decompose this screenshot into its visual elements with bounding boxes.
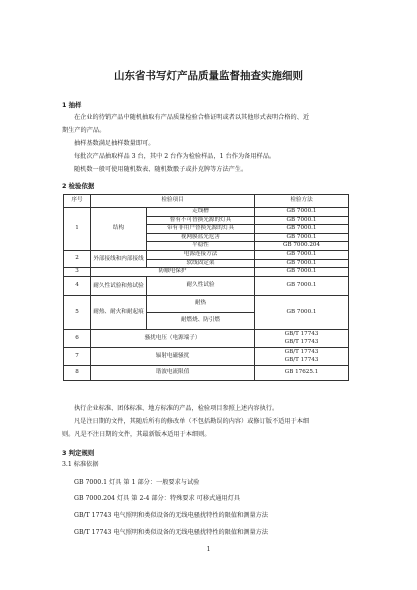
seq-cell: 6 (64, 329, 91, 347)
table-row (64, 208, 349, 217)
item-cell: 谐波电流限值 (91, 365, 255, 380)
seq-cell: 3 (64, 268, 91, 277)
item-cell: 耐燃烧、防引燃 (147, 312, 255, 329)
section-2-heading: 2 检验依据 (62, 182, 95, 190)
group-cell: 结构 (91, 208, 147, 251)
table-row (64, 329, 349, 347)
group-cell: 耐热、耐火和耐起痕 (91, 295, 147, 329)
table-header-row (64, 195, 349, 208)
item-cell: 视网膜蓝光危害 (147, 233, 255, 242)
seq-cell: 8 (64, 365, 91, 380)
item-cell: 耐久性试验 (147, 276, 255, 295)
section-1-para-1-line-1: 在企业的待销产品中随机抽取有产品质量检验合格证明或者以其他形式表明合格的、近 (74, 114, 310, 121)
document-title: 山东省书写灯产品质量监督抽查实施细则 (114, 70, 303, 82)
seq-cell: 4 (64, 276, 91, 295)
section-1-heading: 1 抽样 (62, 101, 82, 109)
inspection-table (63, 194, 349, 381)
header-method: 检验方法 (255, 195, 349, 208)
method-line: GB/T 17743 (284, 331, 319, 338)
section-2-note-line-3: 则。凡是不注日期的文件，其最新版本适用于本细则。 (62, 431, 211, 438)
group-cell: 外部接线和内部接线 (91, 250, 147, 267)
seq-cell: 1 (64, 208, 91, 251)
item-cell: 走线槽 (147, 208, 255, 217)
method-cell: GB 7000.1 (255, 250, 349, 259)
table-row (64, 268, 349, 277)
method-cell: GB 7000.1 (255, 233, 349, 242)
seq-cell: 2 (64, 250, 91, 267)
header-item: 检验项目 (91, 195, 255, 208)
section-1-para-2: 抽样基数满足抽样数量即可。 (74, 140, 155, 147)
method-cell: GB 7000.1 (255, 225, 349, 234)
table-row (64, 365, 349, 380)
item-cell: 软线固定架 (147, 259, 255, 268)
section-1-para-1-line-2: 期生产的产品。 (62, 127, 106, 134)
method-line: GB/T 17743 (284, 349, 319, 356)
group-cell: 耐久性试验和热试验 (91, 276, 147, 295)
section-2-note-line-1: 执行企业标准、团体标准、地方标准的产品，检验项目参照上述内容执行。 (74, 405, 279, 412)
item-cell: 耐热 (147, 295, 255, 312)
item-cell: 督有不可替换光源的灯具 (147, 216, 255, 225)
table-row (64, 250, 349, 259)
section-1-para-3: 每批次产品抽取样品 3 台，其中 2 台作为检验样品，1 台作为备用样品。 (74, 153, 276, 160)
method-cell: GB 17625.1 (255, 365, 349, 380)
item-cell: 防触电保护 (91, 268, 255, 277)
method-cell: GB 7000.1 (255, 259, 349, 268)
standard-item: GB 7000.204 灯具 第 2-4 部分：特殊要求 可移式通用灯具 (74, 495, 240, 502)
method-cell: GB 7000.1 (255, 295, 349, 329)
table-row (64, 276, 349, 295)
header-seq: 序号 (64, 195, 91, 208)
seq-cell: 7 (64, 347, 91, 365)
standard-item: GB/T 17743 电气照明和类似设备的无线电骚扰特性的限值和测量方法 (74, 512, 269, 519)
method-line: GB/T 17743 (284, 339, 319, 346)
item-cell: 辐射电磁骚扰 (91, 347, 255, 365)
method-cell (255, 329, 349, 347)
method-cell: GB 7000.1 (255, 268, 349, 277)
item-cell: 带有非用户替换光源的灯具 (147, 225, 255, 234)
method-line: GB/T 17743 (284, 357, 319, 364)
seq-cell: 5 (64, 295, 91, 329)
section-3-heading: 3 判定规则 (62, 449, 95, 457)
item-cell: 骚扰电压（电源端子） (91, 329, 255, 347)
method-cell: GB 7000.1 (255, 276, 349, 295)
page-number: 1 (206, 546, 211, 553)
item-cell: 平稳性 (147, 242, 255, 251)
standard-item: GB 7000.1 灯具 第 1 部分：一般要求与试验 (74, 479, 200, 486)
table-row (64, 347, 349, 365)
method-cell: GB 7000.204 (255, 242, 349, 251)
method-cell: GB 7000.1 (255, 208, 349, 217)
section-3-1-heading: 3.1 标准依据 (62, 461, 99, 468)
method-cell (255, 347, 349, 365)
item-cell: 电源连接方法 (147, 250, 255, 259)
standard-item: GB/T 17743 电气照明和类似设备的无线电骚扰特性的限值和测量方法 (74, 529, 269, 536)
section-1-para-4: 随机数一般可使用随机数表、随机数骰子或扑克牌等方法产生。 (74, 166, 248, 173)
section-2-note-line-2: 凡是注日期的文件，其随后所有的修改单（不包括勘误的内容）或修订版不适用于本细 (74, 418, 310, 425)
table-row (64, 295, 349, 312)
method-cell: GB 7000.1 (255, 216, 349, 225)
